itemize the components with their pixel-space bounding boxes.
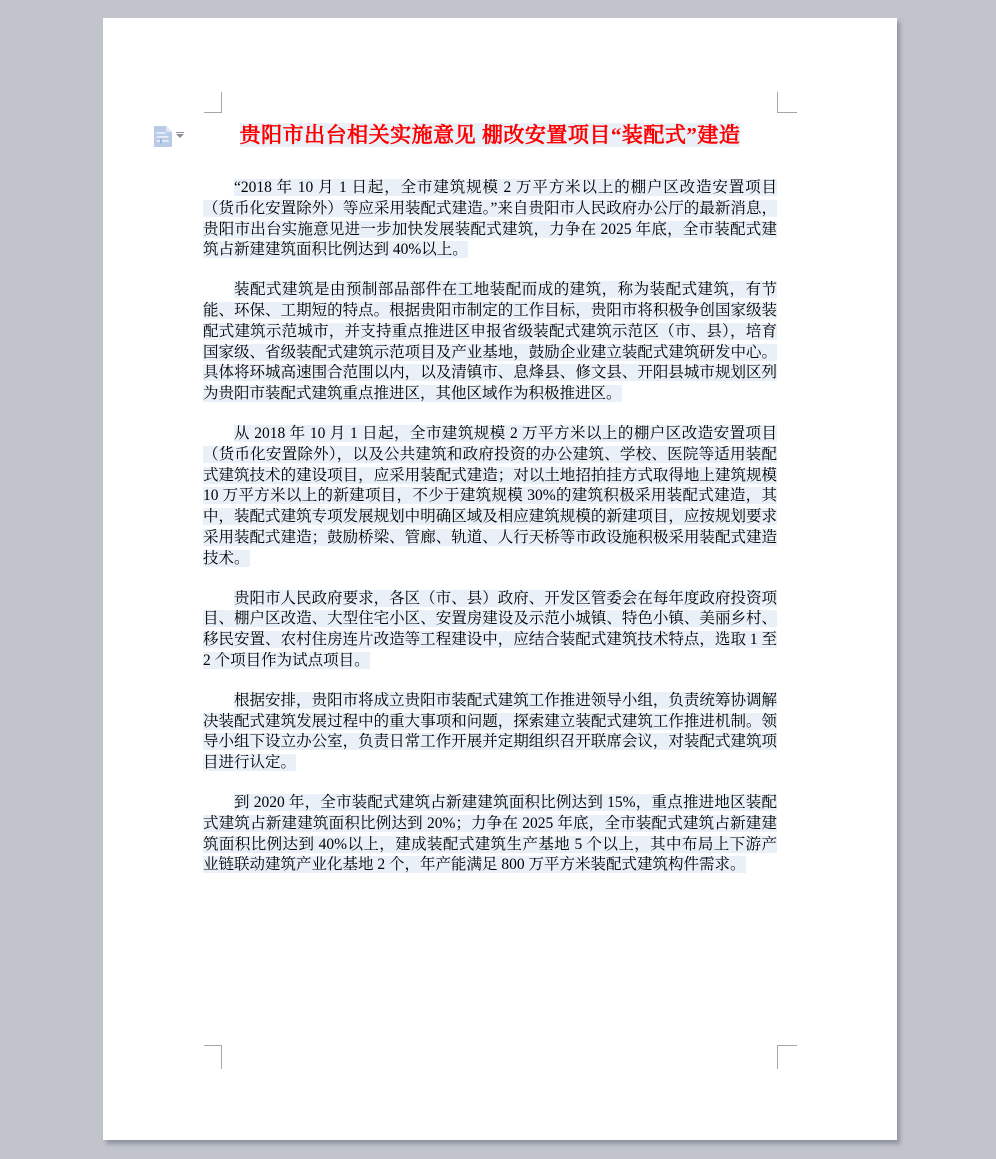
paragraph-6 xyxy=(203,793,777,876)
paragraph-5 xyxy=(203,691,777,774)
chevron-down-icon xyxy=(176,132,184,138)
margin-crop-mark-bottom-left xyxy=(204,1045,222,1069)
paste-options-icon xyxy=(153,126,172,147)
margin-crop-mark-top-left xyxy=(204,92,222,113)
margin-crop-mark-bottom-right xyxy=(777,1045,797,1069)
document-body xyxy=(203,122,777,895)
page-title xyxy=(203,122,777,148)
paragraph-1 xyxy=(203,178,777,261)
margin-crop-mark-top-right xyxy=(777,92,797,113)
paragraph-2 xyxy=(203,280,777,405)
paragraph-4-text: 贵阳市人民政府要求，各区（市、县）政府、开发区管委会在每年度政府投资项目、棚户区改造、大型住宅小区、安置房建设及示范小城镇、特色小镇、美丽乡村、移民安置、农村住房连片改造等工程建设中，应结合装配式建筑技术特点，选取 1 至 2 个项目作为试点项目。 xyxy=(203,589,777,669)
paragraph-3-text: 从 2018 年 10 月 1 日起，全市建筑规模 2 万平方米以上的棚户区改造安置项目（货币化安置除外），以及公共建筑和政府投资的办公建筑、学校、医院等适用装配式建筑技术的建设项目，应采用装配式建造；对以土地招拍挂方式取得地上建筑规模 10 万平方米以上的新建项目，不少于建筑规模 30%的建筑积极采用装配式建造，其中，装配式建筑专项发展规划中明确区域及相应建筑规模的新建项目，应按规划要求采用装配式建造；鼓励桥梁、管廊、轨道、人行天桥等市政设施积极采用装配式建造技术。 xyxy=(203,424,777,567)
paste-options-button[interactable] xyxy=(153,124,191,148)
paragraph-6-text: 到 2020 年，全市装配式建筑占新建建筑面积比例达到 15%，重点推进地区装配式建筑占新建建筑面积比例达到 20%；力争在 2025 年底，全市装配式建筑占新建建筑面积比例达到 40%以上，建成装配式建筑生产基地 5 个以上，其中布局上下游产业链联动建筑产业化基地 2 个，年产能满足 800 万平方米装配式建筑构件需求。 xyxy=(203,793,777,874)
document-page xyxy=(103,18,897,1140)
paragraph-1-text: “2018 年 10 月 1 日起，全市建筑规模 2 万平方米以上的棚户区改造安置项目（货币化安置除外）等应采用装配式建造。”来自贵阳市人民政府办公厅的最新消息，贵阳市出台实施意见进一步加快发展装配式建筑，力争在 2025 年底，全市装配式建筑占新建建筑面积比例达到 40%以上。 xyxy=(203,179,777,259)
paragraph-3 xyxy=(203,424,777,570)
paragraph-5-text: 根据安排，贵阳市将成立贵阳市装配式建筑工作推进领导小组，负责统筹协调解决装配式建筑发展过程中的重大事项和问题，探索建立装配式建筑工作推进机制。领导小组下设立办公室，负责日常工作开展并定期组织召开联席会议，对装配式建筑项目进行认定。 xyxy=(203,691,777,772)
paragraph-4 xyxy=(203,589,777,672)
title-text: 贵阳市出台相关实施意见 棚改安置项目“装配式”建造 xyxy=(239,123,741,147)
paragraph-2-text: 装配式建筑是由预制部品部件在工地装配而成的建筑，称为装配式建筑，有节能、环保、工期短的特点。根据贵阳市制定的工作目标，贵阳市将积极争创国家级装配式建筑示范城市，并支持重点推进区申报省级装配式建筑示范区（市、县），培育国家级、省级装配式建筑示范项目及产业基地，鼓励企业建立装配式建筑研发中心。具体将环城高速围合范围以内，以及清镇市、息烽县、修文县、开阳县城市规划区列为贵阳市装配式建筑重点推进区，其他区域作为积极推进区。 xyxy=(203,281,777,403)
